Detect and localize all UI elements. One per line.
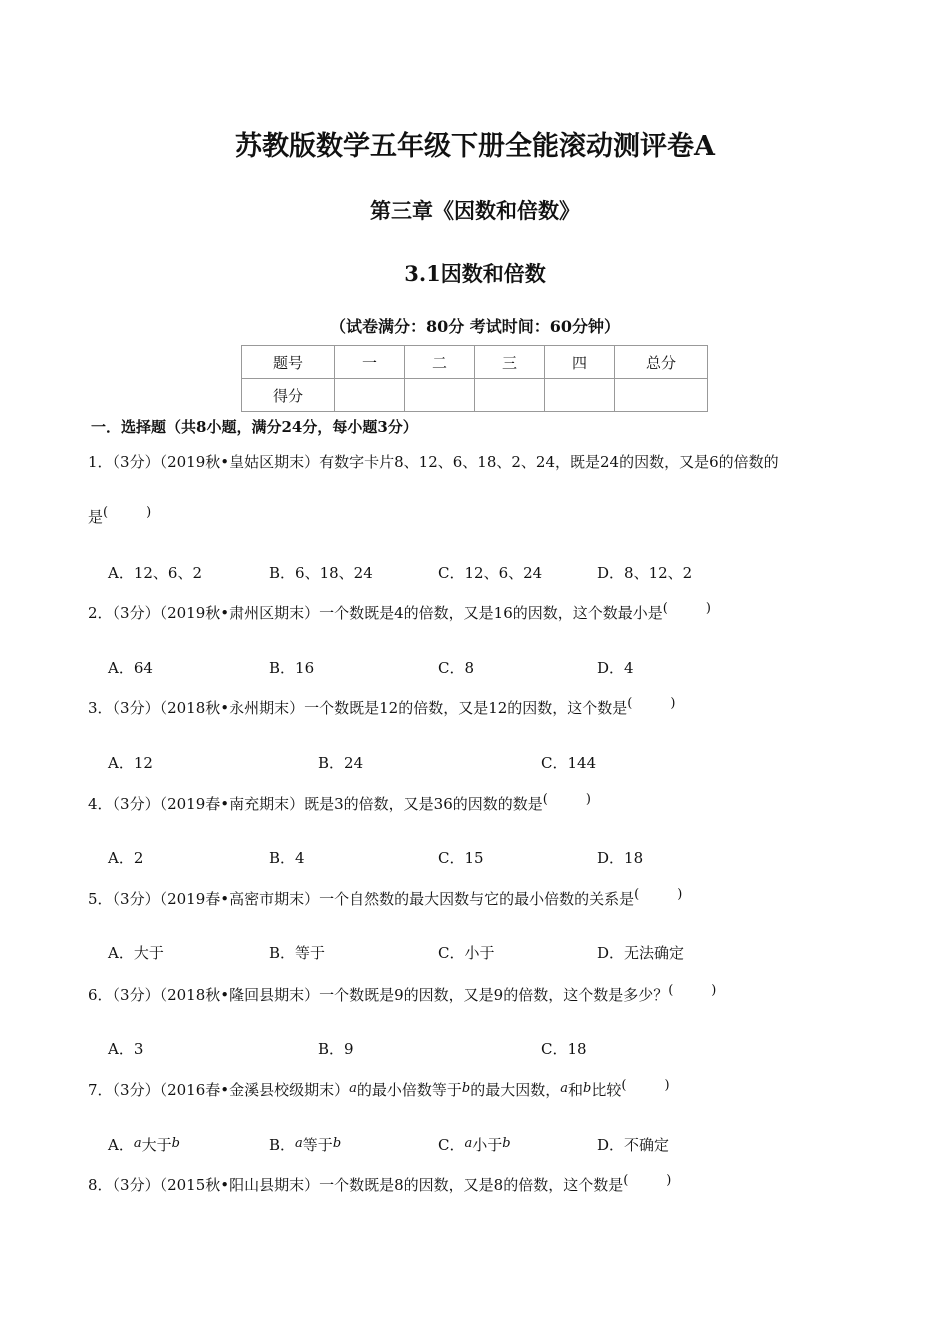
option-c: C．144 [541, 754, 597, 772]
question-1-stem: 1．（3分）（2019秋•皇姑区期末）有数字卡片8、12、6、18、2、24，既是24的因数，又是6的倍数的 [88, 453, 779, 471]
option-b: B．4 [269, 849, 305, 867]
score-header-cell: 二 [405, 346, 475, 379]
option-d: D．8、12、2 [597, 564, 693, 582]
answer-blank: ( ) [662, 601, 711, 616]
section-heading: 一．选择题（共8小题，满分24分，每小题3分） [91, 418, 418, 436]
answer-blank: ( ) [634, 887, 683, 902]
score-header-cell: 三 [475, 346, 545, 379]
variable-b: b [583, 1081, 592, 1096]
exam-info: （试卷满分：80分 考试时间：60分钟） [329, 317, 621, 336]
question-5-stem: 5．（3分）（2019春•高密市期末）一个自然数的最大因数与它的最小倍数的关系是 [88, 890, 635, 908]
option-b: B．16 [269, 659, 315, 677]
question-2 [88, 601, 711, 623]
option-a: A．a大于b [108, 1136, 180, 1154]
answer-blank: ( ) [627, 696, 676, 711]
score-header-cell: 总分 [615, 346, 708, 379]
question-7 [88, 1078, 670, 1100]
question-8 [88, 1173, 671, 1195]
option-c: C．15 [438, 849, 484, 867]
answer-blank: ( ) [103, 505, 152, 520]
variable-b: b [502, 1136, 511, 1151]
option-a: A．大于 [108, 944, 164, 962]
answer-blank: ( ) [542, 792, 591, 807]
option-c: C．小于 [438, 944, 495, 962]
score-cell [615, 379, 708, 412]
question-7-stem-part: 和 [568, 1081, 584, 1099]
question-3-stem: 3．（3分）（2018秋•永州期末）一个数既是12的倍数，又是12的因数，这个数是 [88, 699, 628, 717]
option-a: A．12 [108, 754, 153, 772]
option-b: B．等于 [269, 944, 326, 962]
option-d: D．无法确定 [597, 944, 685, 962]
option-a: A．3 [108, 1040, 144, 1058]
option-b: B．6、18、24 [269, 564, 373, 582]
variable-b: b [461, 1081, 471, 1096]
option-b: B．9 [318, 1040, 354, 1058]
variable-a: a [295, 1136, 303, 1151]
option-c: C．18 [541, 1040, 587, 1058]
option-c: C．a小于b [438, 1136, 511, 1154]
option-a: A．64 [108, 659, 153, 677]
option-d: D．不确定 [597, 1136, 670, 1154]
question-4-stem: 4．（3分）（2019春•南充期末）既是3的倍数，又是36的因数的数是 [88, 795, 543, 813]
score-table [241, 345, 708, 412]
score-header-cell: 四 [545, 346, 615, 379]
question-1-stem-line2 [88, 505, 151, 527]
question-2-stem: 2．（3分）（2019秋•肃州区期末）一个数既是4的倍数，又是16的因数，这个数最小是 [88, 604, 663, 622]
score-row-label: 得分 [242, 379, 335, 412]
question-3 [88, 696, 675, 718]
variable-b: b [171, 1136, 180, 1151]
chapter-title: 第三章《因数和倍数》 [370, 198, 580, 223]
question-4 [88, 792, 591, 814]
score-header-cell: 一 [335, 346, 405, 379]
score-header-cell: 题号 [242, 346, 335, 379]
score-cell [405, 379, 475, 412]
answer-blank: ( ) [623, 1173, 672, 1188]
score-cell [475, 379, 545, 412]
option-d: D．4 [597, 659, 634, 677]
option-a: A．2 [108, 849, 144, 867]
section-title: 3.1因数和倍数 [404, 261, 546, 286]
question-7-stem-prefix: 7．（3分）（2016春•金溪县校级期末） [88, 1081, 350, 1099]
question-5 [88, 887, 682, 909]
score-table-score-row [242, 379, 708, 412]
variable-a: a [464, 1136, 473, 1151]
question-8-stem: 8．（3分）（2015秋•阳山县期末）一个数既是8的因数，又是8的倍数，这个数是 [88, 1176, 624, 1194]
option-b: B．24 [318, 754, 364, 772]
answer-blank: ( ) [621, 1078, 670, 1093]
question-7-stem-suffix: 比较 [591, 1081, 622, 1099]
option-c: C．12、6、24 [438, 564, 543, 582]
question-7-stem-part: 的最小倍数等于 [356, 1081, 462, 1099]
question-7-stem-part: 的最大因数， [470, 1081, 561, 1099]
page-title: 苏教版数学五年级下册全能滚动测评卷A [235, 131, 715, 162]
option-d: D．18 [597, 849, 644, 867]
variable-a: a [560, 1081, 569, 1096]
variable-a: a [133, 1136, 142, 1151]
score-table-header-row [242, 346, 708, 379]
score-cell [335, 379, 405, 412]
question-1-stem-end: 是 [88, 508, 104, 526]
option-a: A．12、6、2 [108, 564, 203, 582]
question-6-stem: 6．（3分）（2018秋•隆回县期末）一个数既是9的因数，又是9的倍数，这个数是多少？ [88, 986, 669, 1004]
option-c: C．8 [438, 659, 475, 677]
option-b: B．a等于b [269, 1136, 342, 1154]
answer-blank: ( ) [668, 983, 717, 998]
variable-b: b [332, 1136, 342, 1151]
question-6 [88, 983, 716, 1005]
score-cell [545, 379, 615, 412]
variable-a: a [349, 1081, 357, 1096]
